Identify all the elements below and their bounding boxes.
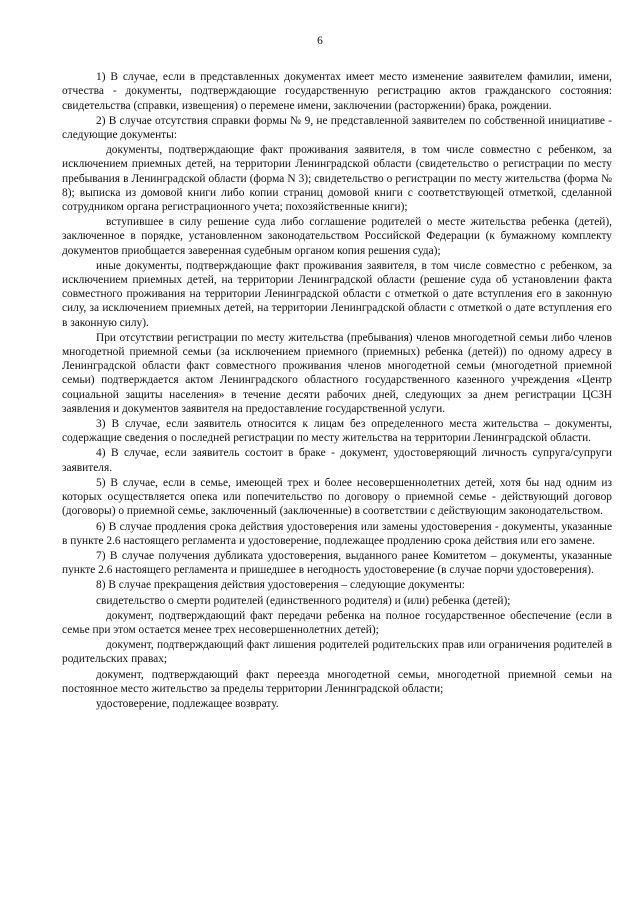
- paragraph-duplicate: 7) В случае получения дубликата удостоверения, выданного ранее Комитетом – документы, указанные пункте 2.6 настоящего регламента и пришедшее в негодность удостоверение (в случае порчи удостоверения).: [62, 549, 612, 577]
- paragraph-termination: 8) В случае прекращения действия удостоверения – следующие документы:: [96, 579, 465, 592]
- paragraph-residence-documents: документы, подтверждающие факт проживания заявителя, в том числе совместно с ребенком, за исключением приемных детей, на территории Ленинградской области (свидетельство о регистрации по месту пребывания в Ленинградской области (форма N 3); свидетельство о регистрации по месту жительства (форма № 8); выписка из домовой книги либо копии страниц домовой книги с соответствующей отметкой, сделанной сотрудником органа регистрационного учета; похозяйственные книги);: [62, 144, 612, 214]
- paragraph-extension: 6) В случае продления срока действия удостоверения или замены удостоверения - документы, указанные в пункте 2.6 настоящего регламента и удостоверение, подлежащее продлению срока действия или его замене.: [62, 520, 612, 547]
- paragraph-form9-absence: 2) В случае отсутствия справки формы № 9, не представленной заявителем по собственной инициативе - следующие документы:: [62, 114, 612, 142]
- paragraph-parental-rights: документ, подтверждающий факт лишения родителей родительских прав или ограничения родителей в родительских правах;: [62, 639, 612, 666]
- paragraph-other-documents: иные документы, подтверждающие факт проживания заявителя, в том числе совместно с ребенком, за исключением приемных детей, на территории Ленинградской области (решение суда об установлении факта совместного проживания на территории Ленинградской области с отметкой о дате вступления его в законную силу, за исключением приемных детей, на территории Ленинградской области с отметкой о дате вступления его в законную силу).: [62, 259, 612, 329]
- paragraph-return-certificate: удостоверение, подлежащее возврату.: [96, 697, 279, 710]
- paragraph-no-fixed-residence: 3) В случае, если заявитель относится к лицам без определенного места жительства – документы, содержащие сведения о последней регистрации по месту жительства на территории Ленинградской области.: [62, 418, 612, 445]
- paragraph-married: 4) В случае, если заявитель состоит в браке - документ, удостоверяющий личность супруга/супруги заявителя.: [62, 447, 612, 474]
- paragraph-court-decision: вступившее в силу решение суда либо соглашение родителей о месте жительства ребенка (детей), заключенное в порядке, установленном законодательством Российской Федерации (к бумажному комплекту документов приобщается заверенная судебным органом копия решения суда);: [62, 216, 612, 257]
- paragraph-death-certificate: свидетельство о смерти родителей (единственного родителя) и (или) ребенка (детей);: [96, 594, 511, 607]
- page-number: 6: [317, 35, 323, 47]
- paragraph-state-care: документ, подтверждающий факт передачи ребенка на полное государственное обеспечение (если в семье при этом остается менее трех несовершеннолетних детей);: [62, 609, 612, 636]
- paragraph-name-change: 1) В случае, если в представленных документах имеет место изменение заявителем фамилии, имени, отчества - документы, подтверждающие государственную регистрацию актов гражданского состояния: свидетельства (справки, извещения) о перемене имени, заключении (расторжении) брака, рождении.: [62, 71, 612, 112]
- paragraph-guardianship: 5) В случае, если в семье, имеющей трех и более несовершеннолетних детей, хотя бы над одним из которых осуществляется опека или попечительство по договору о приемной семье - действующий договор (договоры) о приемной семье, заключенный (заключенные) в соответствии с действующим законодательством.: [62, 476, 612, 518]
- paragraph-relocation: документ, подтверждающий факт переезда многодетной семьи, многодетной приемной семьи на постоянное место жительство за пределы территории Ленинградской области;: [62, 668, 612, 695]
- paragraph-no-registration: При отсутствии регистрации по месту жительства (пребывания) членов многодетной семьи либо членов многодетной приемной семьи (за исключением приемного (приемных) ребенка (детей)) по одному адресу в Ленинградской области факт совместного проживания членов многодетной семьи (многодетной приемной семьи) подтверждается актом Ленинградского областного государственного казенного учреждения «Центр социальной защиты населения» в течение десяти рабочих дней, следующих за днем регистрации ЦСЗН заявления и документов заявителя на предоставление государственной услуги.: [62, 331, 612, 415]
